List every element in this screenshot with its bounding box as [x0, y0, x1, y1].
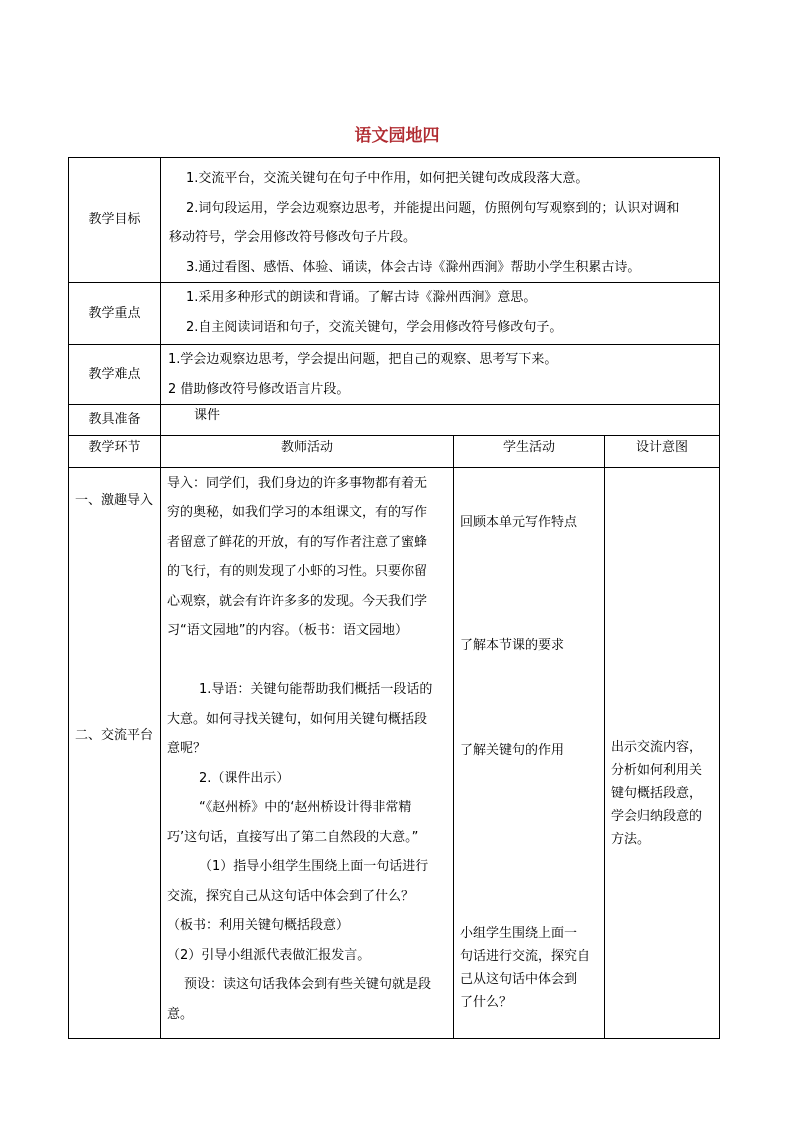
- teacher-line: 交流，探究自己从这句话中体会到了什么？: [167, 888, 415, 904]
- tools-label: 教具准备: [69, 405, 161, 436]
- tools-content: [161, 405, 720, 436]
- goal-line: 2.词句段运用，学会边观察边思考，并能提出问题，仿照例句写观察到的；认识对调和: [186, 200, 680, 216]
- teacher-line: 意呢？: [167, 741, 207, 756]
- intent-line: 分析如何利用关: [611, 762, 703, 778]
- intent-line: 学会归纳段意的: [611, 808, 703, 824]
- lesson-plan-table: [68, 157, 720, 1039]
- student-activity-line: 句话进行交流，探究自: [460, 948, 591, 964]
- teacher-line: 心观察，就会有许许多多的发现。今天我们学: [167, 593, 428, 609]
- student-group-activity: [460, 922, 590, 1014]
- tools-value: 课件: [194, 408, 221, 423]
- teacher-line: 2.（课件出示）: [199, 770, 290, 786]
- keypoints-row: [69, 283, 720, 345]
- stage-exchange-label: 二、交流平台: [75, 727, 154, 743]
- teacher-line: （1）指导小组学生围绕上面一句话进行: [199, 859, 429, 874]
- teacher-line: 者留意了鲜花的开放，有的写作者注意了蜜蜂: [167, 534, 428, 550]
- goals-row: [69, 158, 720, 283]
- student-activity-cell: [454, 467, 605, 1038]
- difficulty-line: 2 借助修改符号修改语言片段。: [168, 381, 350, 397]
- teacher-activity-cell: [161, 467, 454, 1038]
- page-title: 语文园地四: [354, 126, 440, 146]
- teacher-line: 意。: [167, 1006, 194, 1022]
- difficulties-label: 教学难点: [69, 345, 161, 405]
- student-activity: 回顾本单元写作特点: [460, 514, 578, 530]
- tools-row: [69, 405, 720, 436]
- header-student: 学生活动: [454, 435, 605, 467]
- design-intent-cell: [605, 467, 720, 1038]
- teacher-line: （2）引导小组派代表做汇报发言。: [167, 947, 371, 963]
- difficulty-line: 1.学会边观察边思考，学会提出问题，把自己的观察、思考写下来。: [168, 352, 558, 367]
- goal-line: 移动符号，学会用修改符号修改句子片段。: [169, 230, 417, 245]
- goals-label: 教学目标: [69, 158, 161, 283]
- teacher-line: 导入：同学们，我们身边的许多事物都有着无: [167, 475, 428, 491]
- keypoints-label: 教学重点: [69, 283, 161, 345]
- keypoint-line: 2.自主阅读词语和句子，交流关键句，学会用修改符号修改句子。: [186, 319, 563, 335]
- activities-row: [69, 467, 720, 1038]
- goals-content: [161, 158, 720, 283]
- difficulties-row: [69, 345, 720, 405]
- student-activity: 了解本节课的要求: [460, 637, 565, 653]
- stage-intro-label: 一、激趣导入: [75, 492, 154, 508]
- teacher-line: 巧’这句话，直接写出了第二自然段的大意。”: [167, 829, 419, 845]
- teacher-line: （板书：利用关键句概括段意）: [167, 918, 350, 933]
- column-header-row: [69, 435, 720, 467]
- student-activity-line: 了什么？: [460, 994, 513, 1010]
- header-intent: 设计意图: [605, 435, 720, 467]
- keypoint-line: 1.采用多种形式的朗读和背诵。了解古诗《滁州西涧》意思。: [186, 290, 537, 305]
- teacher-line: 穷的奥秘，如我们学习的本组课文，有的写作: [167, 505, 428, 520]
- header-stage: 教学环节: [69, 435, 161, 467]
- keypoints-content: [161, 283, 720, 345]
- intent-line: 出示交流内容，: [611, 739, 703, 755]
- student-activity: 了解关键句的作用: [460, 742, 565, 758]
- intent-line: 方法。: [611, 831, 651, 847]
- teacher-line: “《赵州桥》中的‘赵州桥设计得非常精: [199, 800, 412, 815]
- intent-line: 键句概括段意，: [611, 785, 703, 801]
- goal-line: 1.交流平台，交流关键句在句子中作用，如何把关键句改成段落大意。: [186, 171, 589, 186]
- teacher-line: 的飞行，有的则发现了小虾的习性。只要你留: [167, 564, 428, 579]
- header-teacher: 教师活动: [161, 435, 454, 467]
- teacher-line: 习“语文园地”的内容。（板书：语文园地）: [167, 623, 408, 638]
- teacher-line: 1.导语：关键句能帮助我们概括一段话的: [199, 682, 433, 697]
- goal-line: 3.通过看图、感悟、体验、诵读，体会古诗《滁州西涧》帮助小学生积累古诗。: [186, 259, 641, 275]
- teacher-blank-line: [167, 646, 447, 676]
- teacher-line: 预设：读这句话我体会到有些关键句就是段: [184, 977, 432, 992]
- stage-cell: [69, 467, 161, 1038]
- difficulties-content: [161, 345, 720, 405]
- design-intent: [611, 736, 702, 851]
- student-activity-line: 小组学生围绕上面一: [460, 925, 578, 941]
- teacher-line: 大意。如何寻找关键句，如何用关键句概括段: [167, 711, 428, 727]
- student-activity-line: 己从这句话中体会到: [460, 971, 578, 987]
